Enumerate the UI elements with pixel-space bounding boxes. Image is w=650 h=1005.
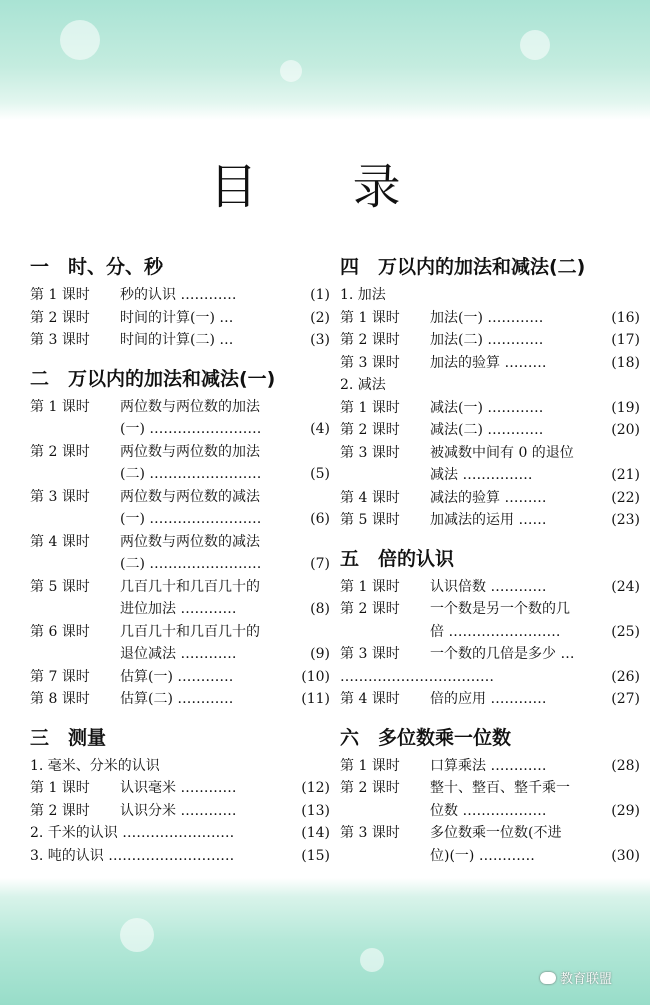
page-number: (21) [611, 467, 640, 483]
lesson-label: 第 1 课时 [30, 780, 90, 796]
toc-right-column [340, 250, 640, 867]
chapter-heading [30, 721, 330, 755]
lesson-label: 第 2 课时 [340, 601, 400, 617]
toc-entry-continuation[interactable] [340, 621, 640, 644]
page-number: (14) [301, 825, 330, 841]
lesson-label: 第 4 课时 [340, 489, 400, 506]
toc-entry[interactable] [30, 441, 330, 464]
section-heading [30, 755, 330, 778]
lesson-label: 第 1 课时 [340, 578, 400, 595]
toc-entry[interactable] [340, 643, 640, 666]
lesson-label: 第 5 课时 [340, 512, 400, 528]
page-number: (1) [310, 287, 330, 303]
lesson-label: 第 4 课时 [30, 533, 90, 550]
chapter-title: 万以内的加法和减法(一) [68, 367, 276, 390]
chapter-number: 一 [30, 256, 50, 278]
lesson-title-continued: 位)(一) ………… [430, 847, 535, 864]
page-number: (26) [611, 668, 640, 685]
lesson-title: 减法(一) ………… [430, 399, 544, 416]
toc-entry[interactable] [340, 777, 640, 800]
page-number: (5) [310, 466, 330, 482]
page-number: (10) [301, 668, 330, 685]
watermark-text: 教育联盟 [560, 972, 613, 987]
page-number: (27) [611, 691, 640, 707]
chapter-number: 二 [30, 367, 50, 390]
lesson-title: 认识毫米 ………… [120, 780, 237, 796]
chapter-heading [340, 542, 640, 576]
chapter-title: 倍的认识 [378, 547, 455, 570]
page-number: (4) [310, 421, 330, 437]
top-decorative-band [0, 0, 650, 120]
toc-entry[interactable] [30, 329, 330, 352]
lesson-title: 秒的认识 ………… [120, 287, 237, 303]
lesson-title-continued: (二) …………………… [120, 466, 262, 482]
page-number: (20) [611, 422, 640, 438]
section-heading [340, 374, 640, 397]
lesson-label: 第 3 课时 [30, 332, 90, 348]
page-number: (29) [611, 802, 640, 819]
toc-entry-continuation[interactable] [30, 553, 330, 576]
section-title: 2. 千米的认识 …………………… [30, 825, 235, 841]
toc-entry[interactable] [30, 822, 330, 845]
lesson-title: 加法(二) ………… [430, 332, 544, 348]
toc-entry-continuation[interactable] [340, 800, 640, 823]
lesson-title: 时间的计算(一) … [120, 309, 234, 326]
lesson-label: 第 6 课时 [30, 623, 90, 640]
lesson-title: 两位数与两位数的加法 [120, 443, 260, 460]
lesson-title: 减法(二) ………… [430, 422, 544, 438]
page-number: (12) [301, 780, 330, 796]
toc-entry[interactable] [340, 755, 640, 778]
toc-entry-continuation[interactable] [30, 598, 330, 621]
toc-entry-continuation[interactable] [30, 508, 330, 531]
lesson-title: 两位数与两位数的加法 [120, 398, 260, 415]
chapter-heading [340, 250, 640, 284]
page-number: (3) [310, 332, 330, 348]
chapter-number: 四 [340, 256, 360, 278]
lesson-title: 多位数乘一位数(不进 [430, 825, 562, 841]
lesson-title-continued: 减法 …………… [430, 467, 533, 483]
lesson-title-continued: 倍 …………………… [430, 623, 561, 640]
lesson-label: 第 2 课时 [30, 802, 90, 819]
lesson-title: 加减法的运用 …… [430, 512, 547, 528]
toc-entry[interactable] [340, 397, 640, 420]
toc-entry[interactable] [340, 509, 640, 532]
page-number: (11) [301, 691, 330, 707]
page-title: 目 录 [209, 159, 441, 215]
toc-entry[interactable] [30, 576, 330, 599]
lesson-title: 一个数是另一个数的几 [430, 601, 570, 617]
page-number: (30) [611, 847, 640, 864]
section-title: 1. 加法 [340, 287, 386, 303]
toc-entry-continuation[interactable] [30, 418, 330, 441]
toc-entry[interactable] [30, 800, 330, 823]
lesson-label: 第 1 课时 [340, 309, 400, 326]
toc-entry[interactable] [340, 822, 640, 845]
toc-entry[interactable] [30, 284, 330, 307]
watermark [540, 968, 612, 987]
bubble-decoration [280, 60, 302, 82]
toc-entry-continuation[interactable] [340, 845, 640, 868]
lesson-label: 第 3 课时 [340, 646, 400, 662]
lesson-label: 第 1 课时 [30, 398, 90, 415]
lesson-title: 被减数中间有 0 的退位 [430, 444, 574, 461]
page-number: (15) [301, 847, 330, 864]
toc-entry[interactable] [340, 487, 640, 510]
lesson-title: 加法(一) ………… [430, 309, 544, 326]
lesson-label: 第 5 课时 [30, 578, 90, 595]
page-number: (9) [310, 646, 330, 662]
lesson-label: 第 3 课时 [340, 444, 400, 461]
toc-entry[interactable] [340, 329, 640, 352]
chapter-heading [30, 250, 330, 284]
lesson-label: 第 3 课时 [30, 488, 90, 505]
chapter-number: 三 [30, 726, 50, 749]
lesson-label: 第 2 课时 [30, 443, 90, 460]
toc-left-column [30, 250, 330, 867]
chapter-number: 五 [340, 547, 360, 570]
lesson-title: 整十、整百、整千乘一 [430, 780, 570, 796]
chapter-title: 多位数乘一位数 [378, 726, 512, 749]
toc-entry[interactable] [340, 688, 640, 711]
lesson-title: 认识倍数 ………… [430, 578, 547, 595]
lesson-title: 一个数的几倍是多少 … [430, 646, 575, 662]
lesson-title: 几百几十和几百几十的 [120, 578, 260, 595]
section-title: 1. 毫米、分米的认识 [30, 757, 160, 774]
page-number: (22) [611, 489, 640, 506]
lesson-title: 口算乘法 ………… [430, 757, 547, 774]
wechat-icon [540, 972, 556, 984]
toc-entry[interactable] [340, 576, 640, 599]
lesson-title: 加法的验算 ……… [430, 354, 547, 371]
page-number: (19) [611, 399, 640, 416]
toc-entry-continuation[interactable] [340, 464, 640, 487]
page-number: (6) [310, 511, 330, 527]
chapter-title: 时、分、秒 [68, 256, 164, 278]
toc-entry[interactable] [340, 352, 640, 375]
page-number: (24) [611, 578, 640, 595]
toc-entry[interactable] [30, 486, 330, 509]
toc-entry[interactable] [340, 442, 640, 465]
toc-entry-continuation[interactable] [340, 666, 640, 689]
bubble-decoration [520, 30, 550, 60]
toc-entry[interactable] [340, 598, 640, 621]
page-number: (25) [611, 623, 640, 640]
lesson-title-continued: 进位加法 ………… [120, 601, 237, 617]
lesson-title-continued: 位数 ……………… [430, 802, 547, 819]
lesson-title: 时间的计算(二) … [120, 332, 234, 348]
toc-entry-continuation[interactable] [30, 643, 330, 666]
page-number: (17) [611, 332, 640, 348]
bubble-decoration [360, 948, 384, 972]
toc-entry[interactable] [340, 419, 640, 442]
lesson-label: 第 8 课时 [30, 691, 90, 707]
lesson-title-continued: 退位减法 ………… [120, 646, 237, 662]
page-number: (7) [310, 556, 330, 572]
chapter-heading [30, 362, 330, 396]
lesson-label: 第 1 课时 [340, 399, 400, 416]
lesson-title-continued: …………………………… [340, 668, 494, 685]
page-number: (18) [611, 354, 640, 371]
lesson-title: 两位数与两位数的减法 [120, 533, 260, 550]
toc-entry[interactable] [30, 621, 330, 644]
chapter-number: 六 [340, 726, 360, 749]
chapter-heading [340, 721, 640, 755]
toc-entry[interactable] [340, 307, 640, 330]
page-number: (28) [611, 757, 640, 774]
lesson-title: 几百几十和几百几十的 [120, 623, 260, 640]
section-title: 3. 吨的认识 ……………………… [30, 847, 235, 864]
lesson-title-continued: (二) …………………… [120, 556, 262, 572]
lesson-label: 第 1 课时 [30, 287, 90, 303]
page-number: (2) [310, 309, 330, 326]
lesson-label: 第 2 课时 [340, 332, 400, 348]
chapter-title: 万以内的加法和减法(二) [378, 256, 586, 278]
page-number: (23) [611, 512, 640, 528]
page-number: (13) [301, 802, 330, 819]
toc-entry[interactable] [30, 396, 330, 419]
lesson-title-continued: (一) …………………… [120, 511, 262, 527]
toc-entry[interactable] [30, 666, 330, 689]
section-title: 2. 减法 [340, 377, 386, 393]
lesson-title: 认识分米 ………… [120, 802, 237, 819]
lesson-title: 倍的应用 ………… [430, 691, 547, 707]
lesson-title: 两位数与两位数的减法 [120, 488, 260, 505]
toc-entry[interactable] [30, 307, 330, 330]
bubble-decoration [60, 20, 100, 60]
lesson-label: 第 2 课时 [30, 309, 90, 326]
lesson-label: 第 3 课时 [340, 354, 400, 371]
lesson-label: 第 1 课时 [340, 757, 400, 774]
page-number: (8) [310, 601, 330, 617]
lesson-label: 第 2 课时 [340, 422, 400, 438]
lesson-label: 第 7 课时 [30, 668, 90, 685]
lesson-label: 第 3 课时 [340, 825, 400, 841]
toc-entry-continuation[interactable] [30, 463, 330, 486]
chapter-title: 测量 [68, 726, 107, 749]
toc-entry[interactable] [30, 845, 330, 868]
toc-entry[interactable] [30, 688, 330, 711]
toc-entry[interactable] [30, 531, 330, 554]
lesson-label: 第 2 课时 [340, 780, 400, 796]
lesson-title: 减法的验算 ……… [430, 489, 547, 506]
bubble-decoration [120, 918, 154, 952]
page-number: (16) [611, 309, 640, 326]
lesson-title-continued: (一) …………………… [120, 421, 262, 437]
section-heading [340, 284, 640, 307]
lesson-title: 估算(二) ………… [120, 691, 234, 707]
lesson-label: 第 4 课时 [340, 691, 400, 707]
toc-entry[interactable] [30, 777, 330, 800]
lesson-title: 估算(一) ………… [120, 668, 234, 685]
